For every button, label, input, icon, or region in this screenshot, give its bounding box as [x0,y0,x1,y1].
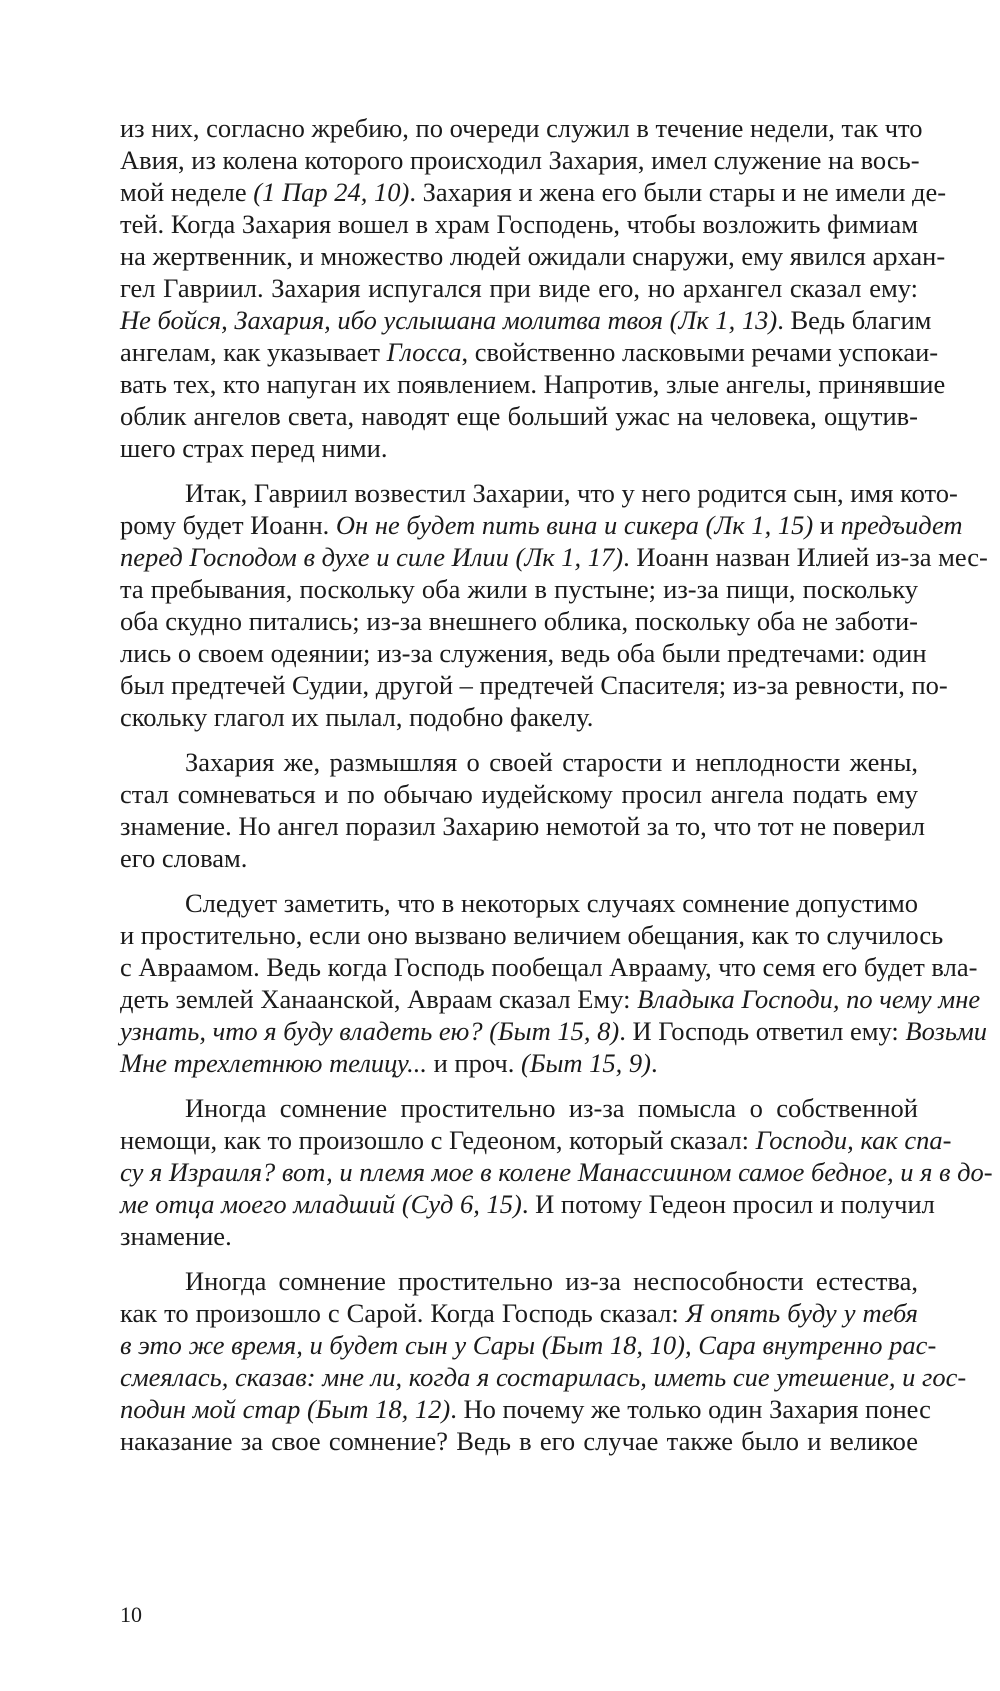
italic-quote: ме отца моего младший (Суд 6, 15) [120,1189,522,1219]
text-segment: Итак, Гавриил возвестил Захарии, что у него родится сын, имя кото- [185,478,958,508]
text-segment: из них, согласно жребию, по очереди служил в течение недели, так что [120,113,923,143]
text-segment: как то произошло с Сарой. Когда Господь сказал: [120,1298,686,1328]
text-segment: . И потому Гедеон просил и получил [521,1189,935,1219]
italic-quote: перед Господом в духе и силе Илии (Лк 1, 17) [120,542,624,572]
text-line [120,983,981,1015]
text-segment: . Но почему же только один Захария понес [450,1394,931,1424]
text-line [120,573,918,605]
text-line [120,1265,918,1297]
text-line [120,1015,988,1047]
text-segment: оба скудно питались; из-за внешнего облика, поскольку оба не заботи- [120,606,918,636]
italic-quote: Мне трехлетнюю телицу... [120,1048,427,1078]
text-segment: Авия, из колена которого происходил Захария, имел служение на вось- [120,145,920,175]
text-line [120,112,923,144]
text-segment: . Захария и жена его были стары и не имели де- [409,177,947,207]
paragraph [120,1092,993,1252]
text-segment: и [813,510,841,540]
text-segment: облик ангелов света, наводят еще больший ужас на человека, ощутив- [120,401,918,431]
text-segment: его словам. [120,843,248,873]
text-segment: с Авраамом. Ведь когда Господь пообещал Аврааму, что семя его будет вла- [120,952,978,982]
text-segment: . [651,1048,658,1078]
italic-quote: Господи, как спа- [755,1125,952,1155]
italic-quote: в это же время, и будет сын у Сары (Быт 18, 10), Сара внутренно рас- [120,1330,937,1360]
text-segment: Следует заметить, что в некоторых случаях сомнение допустимо [185,888,918,918]
text-segment: и проч. [427,1048,522,1078]
text-line [120,208,918,240]
text-line [120,1297,918,1329]
text-line [120,842,918,874]
text-line [120,1329,937,1361]
text-segment: и простительно, если оно вызвано величием обещания, как то случилось [120,920,944,950]
text-line [120,1361,967,1393]
text-line [120,477,958,509]
text-line [120,1220,918,1252]
italic-quote: узнать, что я буду владеть ею? (Быт 15, 8) [120,1016,620,1046]
text-line [120,887,918,919]
text-line [120,1047,918,1079]
italic-quote: Не бойся, Захария, ибо услышана молитва твоя (Лк 1, 13) [120,305,778,335]
text-line [120,810,925,842]
italic-quote: Глосса [386,337,462,367]
text-segment: та пребывания, поскольку оба жили в пустыне; из-за пищи, поскольку [120,574,918,604]
text-line [120,605,918,637]
text-segment: вать тех, кто напуган их появлением. Напротив, злые ангелы, принявшие [120,369,946,399]
italic-quote: предъидет [840,510,963,540]
text-line [120,669,948,701]
text-segment: шего страх перед ними. [120,433,388,463]
text-segment: тей. Когда Захария вошел в храм Господень, чтобы возложить фимиам [120,209,918,239]
text-segment: . И Господь ответил ему: [619,1016,906,1046]
text-line [120,541,988,573]
text-segment: лись о своем одеянии; из-за служения, ведь оба были предтечами: один [120,638,927,668]
text-segment: наказание за свое сомнение? Ведь в его случае также было и великое [120,1426,918,1456]
text-segment: мой неделе [120,177,254,207]
paragraph [120,477,988,733]
italic-quote: смеялась, сказав: мне ли, когда я состарилась, иметь сие утешение, и гос- [120,1362,967,1392]
text-segment: деть землей Ханаанской, Авраам сказал Ему: [120,984,638,1014]
text-segment: . Иоанн назван Илией из-за мес- [623,542,988,572]
text-segment: Иногда сомнение простительно из-за помысла о собственной [185,1093,918,1123]
body-text [120,112,993,1470]
italic-quote: Возьми [905,1016,988,1046]
text-line [120,1124,952,1156]
paragraph [120,746,925,874]
text-line [120,1393,931,1425]
text-segment: знамение. [120,1221,232,1251]
text-line [120,1188,935,1220]
text-line [120,144,918,176]
text-line [120,701,918,733]
text-line [120,778,918,810]
italic-quote: Владыка Господи, по чему мне [637,984,981,1014]
text-line [120,240,946,272]
text-line [120,1425,918,1457]
text-segment: . Ведь благим [777,305,932,335]
text-line [120,746,918,778]
text-segment: , свойственно ласковыми речами успокаи- [461,337,939,367]
text-segment: гел Гавриил. Захария испугался при виде его, но архангел сказал ему: [120,273,918,303]
text-segment: Иногда сомнение простительно из-за неспособности естества, [185,1266,918,1296]
text-line [120,304,932,336]
text-line [120,919,944,951]
text-line [120,176,947,208]
text-segment: на жертвенник, и множество людей ожидали снаружи, ему явился архан- [120,241,946,271]
italic-quote: Я опять буду у тебя [685,1298,919,1328]
page-number: 10 [120,1602,142,1627]
text-line [120,509,963,541]
text-segment: стал сомневаться и по обычаю иудейскому просил ангела подать ему [120,779,918,809]
text-segment: был предтечей Судии, другой – предтечей Спасителя; из-за ревности, по- [120,670,948,700]
text-line [120,637,927,669]
text-line [120,1156,993,1188]
text-line [120,1092,918,1124]
text-segment: рому будет Иоанн. [120,510,336,540]
italic-quote: подин мой стар (Быт 18, 12) [120,1394,451,1424]
paragraph [120,112,947,464]
text-line [120,951,978,983]
text-line [120,336,939,368]
text-segment: Захария же, размышляя о своей старости и неплодности жены, [185,747,918,777]
italic-quote: су я Израиля? вот, и племя мое в колене Манассиином самое бедное, и я в до- [120,1157,993,1187]
text-segment: скольку глагол их пылал, подобно факелу. [120,702,594,732]
text-line [120,432,918,464]
text-line [120,272,918,304]
text-line [120,368,946,400]
text-line [120,400,918,432]
italic-quote: Он не будет пить вина и сикера (Лк 1, 15) [335,510,814,540]
paragraph [120,1265,967,1457]
italic-quote: (Быт 15, 9) [521,1048,652,1078]
text-segment: знамение. Но ангел поразил Захарию немотой за то, что тот не поверил [120,811,925,841]
text-segment: немощи, как то произошло с Гедеоном, который сказал: [120,1125,756,1155]
text-segment: ангелам, как указывает [120,337,387,367]
paragraph [120,887,988,1079]
italic-quote: (1 Пар 24, 10) [253,177,410,207]
